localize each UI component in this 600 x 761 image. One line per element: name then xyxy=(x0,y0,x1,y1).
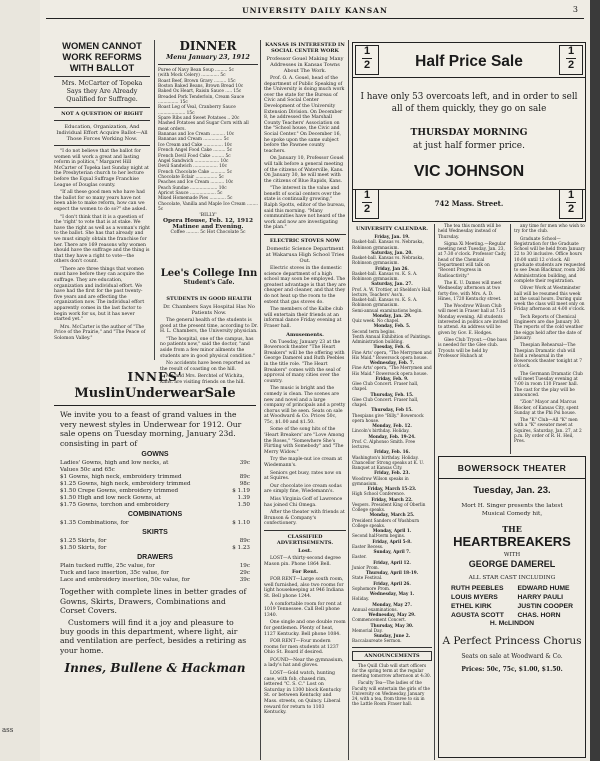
women-body-3: "I don't think that it is a question of the 'right' to vote that is at stake. We have the right as well as a woman's right to the ballot. She has that already and we must simply obtain the franchise for her. There are 169 reasons why women should have the suffrage and the thing is that they have a right to vote—the others don't count. xyxy=(54,214,150,265)
price-row-price: 89c xyxy=(239,538,250,545)
price-row xyxy=(60,495,250,502)
price-row-item: $1.25 Gowns, high neck, embroidery trimmed xyxy=(60,481,191,488)
calendar-entry: Sunday, June 2. xyxy=(373,633,411,638)
calendar-entry: Second half-term begins. xyxy=(352,533,406,539)
bowersock-chorus: A Perfect Princess Chorus xyxy=(442,635,582,647)
note-2-4: Tech Reports of Chemical Engineers are due January 30. The reports of the cold weather the eiggs held after the date of January. xyxy=(514,314,584,341)
price-row xyxy=(60,502,250,509)
fraction-den: 2 xyxy=(363,203,371,215)
masthead-title: UNIVERSITY DAILY KANSAN xyxy=(242,6,388,15)
gutter-text: ass xyxy=(2,726,14,734)
calendar-entry: Friday, Feb. 16. xyxy=(374,449,410,455)
students-body-2: "The hospital, one of the campus, has no patients now," said the doctor, "and aside from a few minor ailments the students are in good physical condition." xyxy=(160,336,256,359)
note-2-3: Oliver Work at Westminster hall will be resumed this week at the usual hours. During quiz week the class will meet only on Friday afternoon at 4:00 o'clock. xyxy=(514,286,586,313)
bowersock-mclindon: H. McLINDON xyxy=(489,620,535,627)
announcements-title: ANNOUNCEMENTS xyxy=(352,651,432,661)
fraction-num: 1 xyxy=(363,45,371,57)
price-row-item: Ladies' Gowns, high and low necks, at xyxy=(60,460,169,467)
stoves-headline: ELECTRIC STOVES NOW xyxy=(269,238,341,245)
cast-member: EDWARD HUME xyxy=(517,585,570,592)
price-row xyxy=(60,570,250,577)
cast-member: HARRY PAULI xyxy=(517,594,564,601)
notes-column-2 xyxy=(514,224,586,454)
calendar-entry: Fine Arts' opera, "The Merrymen and His Maid." Bowersock opera house. xyxy=(352,349,432,360)
price-row-price: 98c xyxy=(239,481,250,488)
calendar-entry: Commencement Concert. xyxy=(352,617,407,623)
classified-headline: CLASSIFIED ADVERTISEMENTS. xyxy=(276,533,334,546)
half-price-line-1: I have only 53 overcoats left, and in order to sell all of them quickly, they go on sale xyxy=(360,92,578,114)
kansas-deck: Professor Gouel Making Many Addresses in Kansas Towns About The Work. xyxy=(266,56,344,74)
calendar-entry: Monday, Feb. 19-24. xyxy=(368,433,416,439)
half-price-title: Half Price Sale xyxy=(415,53,523,70)
calendar-entry: Sunday, April 7. xyxy=(373,549,411,554)
calendar-entry: High School Conference. xyxy=(352,491,406,497)
innes-gowns-title: GOWNS xyxy=(141,451,169,459)
stoves-body-2: The members of the Kalbe club will entertain their friends at an informal dance Friday evening at Fraser hall. xyxy=(264,307,343,329)
lost-headline: Lost. xyxy=(298,547,312,554)
price-row xyxy=(60,488,250,495)
dinner-menu-item: Breaded Pork Tenderloin, Cream Sauce ............... 15c xyxy=(158,94,245,106)
price-row-item: $1 Gowns, high neck, embroidery trimmed xyxy=(60,474,182,481)
bowersock-the: THE xyxy=(502,524,522,534)
bowersock-title: BOWERSOCK THEATER xyxy=(457,463,567,473)
half-price-address: 742 Mass. Street. xyxy=(434,199,504,208)
price-row-item: Values 50c and 65c xyxy=(60,467,115,474)
calendar-entry: Easter. xyxy=(352,554,367,560)
calendar-entry: Annual examinations. xyxy=(352,606,398,612)
bowersock-cast xyxy=(439,581,585,620)
lees-title: Lee's College Inn xyxy=(160,268,258,279)
dinner-menu-item: Bananas and Ice Cream .......... 10c xyxy=(158,132,235,138)
innes-outro-2: Customers will find it a joy and pleasure to buy goods in this department, where light, air and ventilation are perfect, besides a retiring as your home. xyxy=(60,617,247,655)
cast-member: RUTH PEEBLES xyxy=(451,585,504,592)
innes-signature: Innes, Bullene & Hackman xyxy=(64,661,246,676)
price-row-price: 29c xyxy=(239,570,250,577)
calendar-list xyxy=(352,234,432,644)
kansas-headline: KANSAS IS INTERESTED IN SOCIAL CENTER WORK xyxy=(265,42,345,54)
half-price-name: VIC JOHNSON xyxy=(413,163,525,180)
dinner-ad xyxy=(158,40,258,265)
calendar-entry: Friday, Jan 26. xyxy=(375,265,409,271)
calendar-entry: Monday, Feb. 5. xyxy=(373,323,411,329)
rent-ad-2: A comfortable room for rent at 1019 Tennessee. Call Bell phone 1340. xyxy=(264,601,342,618)
students-health-article xyxy=(160,294,258,385)
students-body-1: The general health of the students is good at the present time, according to Dr. H. L. Chambers, the University physician. xyxy=(160,318,258,335)
price-row-item: $1.50 Crepe Gowns, embroidery trimmed xyxy=(60,488,179,495)
calendar-entry: Vespers. President King of Oberlin College speaks. xyxy=(352,501,426,512)
rent-ad-4: FOR RENT—Four modern rooms for men students at 1237 Ohio St. Board if desired. xyxy=(264,639,339,656)
half-price-line-3: at just half former price. xyxy=(412,141,525,151)
women-body-1: "I do not believe that the ballot for women will work a great and lasting reform in politics," Margaret Hill McCarter of Topeka last Sunday night at the Presbyterian church to her lecture before the Equal Suffrage Franchise League of Douglas county. xyxy=(54,149,149,188)
half-corner-tl xyxy=(355,45,379,75)
bowersock-star: GEORGE DAMEREL xyxy=(468,559,556,569)
stoves-deck: Domestic Science Department at Wakarusa High School Tries Out. xyxy=(265,246,345,265)
dinner-date: Menu January 23, 1912 xyxy=(166,53,250,61)
kansas-body-1: Prof. O. A. Gouel, head of the department of Public Speaking of the University is doing much work over the state for the Bureau of Civic and Social Center Development of the University Extension Division. On December 8, he addressed the Marshall County Teachers' Association on the "School house, the Civic and Social Center." On December 16, he spoke upon the same subject before the Pawnee county teachers. xyxy=(264,76,345,154)
lees-ad xyxy=(160,268,258,286)
bowersock-prices: Prices: 50c, 75c, $1.00, $1.50. xyxy=(461,666,563,673)
price-row-item: $1.50 High and low neck Gowns, at xyxy=(60,495,161,502)
innes-skirts-title: SKIRTS xyxy=(142,529,168,537)
calendar-entry: Sophomore Prom. xyxy=(352,585,391,591)
innes-gowns-list xyxy=(60,460,250,509)
half-corner-tr xyxy=(559,45,583,75)
women-subhead: Mrs. McCarter of Topeka Says they Are Already Qualified for Suffrage. xyxy=(61,80,143,103)
fraction-num: 1 xyxy=(363,189,371,201)
note-2-1: any time for men who wish to try for the club. xyxy=(514,224,585,235)
bowersock-with: WITH xyxy=(503,552,521,558)
cast-member: ETHEL KIRK xyxy=(451,603,492,610)
cast-member: JUSTIN COOPER xyxy=(517,603,573,610)
dinner-billy: 'BILLY' xyxy=(199,213,217,219)
innes-outro-1: Together with complete lines in better grades of Gowns, Skirts, Drawers, Combinations and Corset Covers. xyxy=(60,587,247,616)
price-row xyxy=(60,520,250,527)
cast-member: LOUIS MYERS xyxy=(451,594,498,601)
calendar-entry: Thursday, Feb 15. xyxy=(371,407,413,413)
dinner-menu-item: Roast Beef, Brown Gravy ......... 15c xyxy=(158,78,236,84)
stoves-body-1: Electric stoves in the domestic science department of a high school may soon be employed. The greatest advantage is that they are cheaper and cleaner, and that they do not heat up the room to the extent that gas stoves do. xyxy=(264,266,346,305)
fraction-num: 1 xyxy=(567,189,575,201)
dinner-menu-item: Ice Cream and Cake .............. 10c xyxy=(158,142,233,148)
calendar-entry: Wednesday, May 29. xyxy=(368,612,416,617)
price-row-price: 39c xyxy=(239,577,250,584)
kansas-column xyxy=(264,40,346,760)
dinner-menu-item: Puree of Navy Bean Soup ......... 5c xyxy=(158,68,234,73)
dinner-menu-item: Chocolate, Vanilla and Maple Ice Cream ........ 5c xyxy=(158,201,258,212)
price-row xyxy=(60,467,250,474)
lost-ad: LOST—A thirty-second degree Mason pin. Phone 1864 Bell. xyxy=(264,555,341,567)
left-page-gutter xyxy=(0,0,40,761)
dinner-menu-item: Angel Sandwich .................. 10c xyxy=(158,158,229,164)
amusements-body-1: On Tuesday, January 23 at the Bowersock theater "The Heart Breakers" will be the offering with George Damerel and Ruth Peebles in the title role. "The Heart Breakers" comes with the seal of approval of many cities over the country. xyxy=(264,339,345,384)
women-headline: WOMEN CANNOT WORK REFORMS WITH BALLOT xyxy=(62,40,142,73)
calendar-entry: Monday, May 27. xyxy=(372,601,412,607)
kansas-note-2: Seniors get busy, rates now on at Squires. xyxy=(264,470,342,482)
dinner-title: DINNER xyxy=(179,39,237,53)
calendar-entry: Semi-annual examinations begin. xyxy=(352,307,423,313)
innes-brand: INNES' xyxy=(127,370,183,384)
dinner-menu-item: Bananas and Cream .............. 5c xyxy=(158,137,229,143)
calendar-entry: Lincoln's birthday. Holiday. xyxy=(352,428,410,434)
women-deck-1: NOT A QUESTION OF RIGHT xyxy=(61,111,143,117)
newspaper-page xyxy=(40,0,590,761)
cast-right-list xyxy=(517,584,573,620)
kansas-body-2: On January 10, Professor Gouel will talk before a general meeting of the citizens of Waterville, Kans. On January 30, he will meet with the citizens of Blue Rapids, Kans. xyxy=(264,156,344,184)
dinner-menu-item: Spare Ribs and Sweet Potatoes .. 20c xyxy=(158,116,240,122)
price-row xyxy=(60,577,250,584)
masthead-rule xyxy=(46,18,584,19)
price-row-price: 39c xyxy=(239,460,250,467)
calendar-entry: Tenth Annual Exhibition of Paintings. Administration building. xyxy=(352,333,432,344)
calendar-entry: Monday, April 1. xyxy=(372,528,412,533)
innes-skirts-list xyxy=(60,538,250,552)
calendar-entry: Saturday, Jan. 20. xyxy=(371,249,413,255)
column-divider xyxy=(348,40,349,760)
price-row xyxy=(60,460,250,467)
half-price-ad xyxy=(352,42,586,222)
dinner-opera-house: Opera House, Feb. 12, 1912 xyxy=(163,218,253,225)
bowersock-presents: Mort H. Singer presents the latest Musical Comedy hit, xyxy=(461,503,563,517)
note-2-6: The Germann Dramatic Club will meet Tuesday evening at 7:00 in room 110 Fraser hall. The cast for the play will be announced. xyxy=(514,371,583,398)
calendar-entry: President Sanders of Washburn College speaks. xyxy=(352,517,420,528)
price-row-item: Plain tucked ruffle, 25c value, for xyxy=(60,563,155,570)
amusements-body-3: Some of the song hits of the 'Heart Breakers' are "Love Among the Roses," "Somewhere She's Flirting with Somebody" and "The Merry Widow." xyxy=(264,427,345,455)
price-row-item: $1.35 Combinations, for xyxy=(60,520,129,527)
dinner-menu-item: Peaches and Ice Cream .......... 10c xyxy=(158,180,234,186)
amusements-headline: Amusements. xyxy=(286,331,324,338)
calendar-entry: Friday, Feb. 23. xyxy=(374,470,410,476)
innes-combo-title: COMBINATIONS xyxy=(127,511,183,519)
dinner-menu-item: Mixed Homemade Pies ............ 5c xyxy=(158,196,233,202)
innes-drawers-list xyxy=(60,563,250,584)
price-row-item: $1.50 Skirts, for xyxy=(60,545,107,552)
notes-column-1 xyxy=(438,224,508,454)
calendar-entry: Glee Club Concert. Fraser hall, chapel. xyxy=(352,396,419,407)
price-row-price: $ 1.23 xyxy=(232,545,250,552)
dinner-menu-item: Roast Leg of Veal, Cranberry Sauce .................... 15c xyxy=(158,105,236,116)
calendar-entry: Wednesday, Feb. 7. xyxy=(369,360,415,365)
bowersock-seats: Seats on sale at Woodward & Co. xyxy=(461,653,563,660)
rent-headline: For Rent. xyxy=(291,569,318,576)
calendar-entry: Holiday. xyxy=(352,596,370,602)
price-row-price: 1.50 xyxy=(237,502,250,509)
lost-ad-2: LOST—Gold watch, hunting case, with fob, chased rim, lettered "C. S. C." Lost on Saturday in 1300 block Kentucky St. or between Kentucky and Mass. streets, on Quincy. Liberal reward for return to 1103 Kentucky. xyxy=(264,671,342,716)
fraction-den: 2 xyxy=(567,59,575,71)
price-row-price: 19c xyxy=(239,563,250,570)
dinner-menu-list xyxy=(158,68,258,212)
note-1-1: The tea this month will be held Wednesday instead of Thursday. xyxy=(438,224,501,240)
kansas-note-3: Our chocolate ice cream sodas are simply fine, Wiedemann's. xyxy=(264,483,342,495)
price-row xyxy=(60,538,250,545)
dinner-menu-item: Mashed Potatoes and Sugar Corn with all meat orders. xyxy=(158,121,249,132)
dinner-menu-item: Devil Sandwich .................. 10c xyxy=(158,164,227,170)
found-ad: FOUND—Near the gymnasium, a lady's hat and gloves. xyxy=(264,657,344,669)
calendar-entry: Fine Arts' opera, "The Merrymen and His Maid." Bowersock opera house. xyxy=(352,365,432,376)
kansas-note-4: Miss Virginia Goff of Lawrence has joined Chi Omega. xyxy=(264,497,343,508)
note-1-4: The Woodrow Wilson Club will meet in Fraser hall at 7:15 Monday evening. All students interested in politics are invited to attend. An address will be given by Gov. E. Hodges. xyxy=(438,304,508,336)
price-row-price: $ 1.10 xyxy=(232,520,250,527)
students-headline: STUDENTS IN GOOD HEALTH xyxy=(166,296,252,302)
calendar-entry: Basket-ball. Kansas vs. K. S. A. Robinson gymnasium. xyxy=(352,270,418,281)
calendar-entry: Memorial Day. xyxy=(352,627,383,633)
price-row-item: $1.75 Gowns, torchon and embroidery xyxy=(60,502,170,509)
cast-left-list xyxy=(451,584,504,620)
rent-ad-3: One single and one double room for gentlemen. Plenty of heat, 1127 Kentucky. Bell phone 1084. xyxy=(264,620,346,637)
fraction-num: 1 xyxy=(567,45,575,57)
dinner-menu-item: Baked Ox Heart, Raisin Sauce ..... 15c xyxy=(158,89,242,95)
dinner-menu-item: French Angel Food Cake ......... 5c xyxy=(158,148,232,154)
calendar-entry: Prof. C. Alphonso Smith. Free lectures. xyxy=(352,438,416,449)
lees-subtitle: Student's Cafe. xyxy=(183,279,235,286)
price-row xyxy=(60,545,250,552)
calendar-entry: Monday, March 25. xyxy=(369,512,415,518)
price-row xyxy=(60,481,250,488)
price-row-price: $ 1.19 xyxy=(232,488,250,495)
calendar-entry: Thursday, April 18-19. xyxy=(365,570,419,575)
bowersock-date: Tuesday, Jan. 23. xyxy=(473,485,551,496)
calendar-entry: Friday, Jan. 19. xyxy=(374,234,410,239)
calendar-entry: Easter Recess. xyxy=(352,543,384,549)
dinner-menu-item: Peach Sundae .................... 10c xyxy=(158,185,227,191)
calendar-entry: Thespians give "Billy." Bowersock opera house. xyxy=(352,412,424,423)
calendar-entry: Friday, April 5-8. xyxy=(372,538,412,544)
calendar-entry: Friday, Feb. 9. xyxy=(375,375,409,381)
calendar-entry: Wednesday, May 1. xyxy=(369,591,415,596)
women-deck-2: Education, Organization, And Individual Effort Acquire Ballot—All Those Forces Working Now. xyxy=(56,124,148,142)
calendar-entry: Baccalaureate Sermon. xyxy=(352,638,402,644)
kansas-note-1: Try the maple-nut ice cream at Wiedemann's. xyxy=(264,457,343,469)
women-body-4: "There are three things that women must have before they can acquire the suffrage. They are education, organization and individual effort. We have had the first for the past twenty-five years and are effecting the organization now. The individual effort apparently comes in the last factor to begin work for us, but it has never started yet." xyxy=(54,266,145,323)
calendar-entry: Friday, March 15-23. xyxy=(367,486,417,491)
calendar-title: UNIVERSITY CALENDAR. xyxy=(356,226,428,232)
dinner-coffee: Coffee ......... 5c Hot Chocolate 5c xyxy=(170,230,246,236)
innes-drawers-title: DRAWERS xyxy=(137,554,173,562)
students-deck: Dr. Chambers Says Hospital Has No Patients Now. xyxy=(163,304,255,316)
rent-ad-1: FOR RENT—Large south room, well furnished, also two rooms for light housekeeping at 946 Indiana St. Bell phone 1244. xyxy=(264,577,344,599)
kansas-note-5: After the theater with friends at Brunson & Company's confectionery. xyxy=(264,510,345,527)
calendar-entry: Saturday, Jan. 27. xyxy=(371,281,413,287)
calendar-entry: Woodrow Wilson speaks in gymnasium. xyxy=(352,475,409,486)
calendar-entry: Glee Club Concert. Fraser hall, chapel. xyxy=(352,381,419,392)
column-divider xyxy=(510,224,511,454)
calendar-entry: Monday, Jan. 29. xyxy=(372,312,412,318)
calendar-entry: Prof. A. W. Trottier, at Sheldon's Hall, lecture, Teachers' Ass'n. xyxy=(352,286,432,297)
column-divider xyxy=(434,224,435,760)
price-row-item: Lace and embroidery insertion, 50c value, for xyxy=(60,577,190,584)
bowersock-ad xyxy=(438,456,586,758)
calendar-entry: Monday, Feb. 12. xyxy=(372,423,412,428)
calendar-entry: Quiz week. No chapel. xyxy=(352,318,400,323)
price-row-item: Tuck and lace insertion, 35c value, for xyxy=(60,570,169,577)
note-1-3: The K. U. Dames will meet Wednesday afternoon at two forty-five, with Mrs. A. D. Hines, 1720 Kentucky street. xyxy=(438,280,502,302)
page-number: 3 xyxy=(572,5,578,14)
cast-member: AGUSTA SCOTT xyxy=(451,612,504,619)
innes-title: MuslinUnderwearSale xyxy=(74,386,236,401)
innes-intro: We invite you to a feast of grand values in the very newest styles in Underwear for 1912. Our sale opens on Tuesday morning, January 23d. consisting in part of xyxy=(60,410,242,448)
calendar-entry: Washington's birthday. Holiday. Chancellor Strong speaks at K. U. Banquet at Kansas City. xyxy=(352,454,424,470)
calendar-entry: Thursday, May 30. xyxy=(370,622,414,628)
bowersock-show: HEARTBREAKERS xyxy=(453,534,571,549)
calendar-entry: Thursday, Feb. 15. xyxy=(370,391,414,397)
dinner-menu-item: Apricot Sauce ................... 5c xyxy=(158,190,223,196)
students-body-4: Mr. and Mrs. Berchtel of Wichita, Kans. are visiting friends on the hill. xyxy=(160,374,245,385)
announcement-1: The Quill Club will start officers for the spring term at the regular meeting tomorrow afternoon at 4:30. xyxy=(352,662,432,678)
column-divider xyxy=(154,40,155,360)
calendar-entry: Basket-ball. Kansas vs. Nebraska, Robinson gymnasium. xyxy=(352,255,424,266)
half-price-line-2: THURSDAY MORNING xyxy=(410,127,528,138)
note-2-7: "Zion" Mayor and Marcus Blocker, of Kansas City, spent Sunday at the Phi Psi house. xyxy=(514,400,579,416)
women-body-5: Mrs. McCarter is the author of "The Price of the Prairie," and "The Peace of Solomon Valley." xyxy=(54,324,146,341)
calendar-entry: Basket-ball. Kansas vs. K. S. A. Robinson gymnasium. xyxy=(352,297,418,308)
dinner-menu-item: Chocolate Eclair ................ 5c xyxy=(158,174,224,180)
calendar-entry: Basket-ball. Kansas vs. Nebraska, Robinson gymnasium. xyxy=(352,239,424,250)
fraction-den: 2 xyxy=(567,203,575,215)
calendar-column xyxy=(352,224,432,760)
women-body-2: "If all these good men who have had the ballot for so many years have not been able to make reform, how can we expect the women to do so?" she asked. xyxy=(54,190,147,212)
calendar-entry: Friday, April 12. xyxy=(373,559,411,565)
calendar-entry: Tuesday, Feb. 6. xyxy=(373,344,411,350)
innes-ad xyxy=(54,370,256,754)
bowersock-allstar: ALL STAR CAST INCLUDING xyxy=(468,575,556,581)
calendar-entry: Friday, March 22. xyxy=(371,496,413,502)
dinner-menu-item: French Chocolate Cake ........... 5c xyxy=(158,169,232,175)
kansas-body-3: "The interest in the value and benefit of social centers over the state is continually growing," Ralph Spotts, editor of the bureau, said this morning. "Many communities have not heard of the work and now are investigating the plan." xyxy=(264,186,346,231)
cast-member: CHAS. HORN xyxy=(517,612,561,619)
fraction-den: 2 xyxy=(363,59,371,71)
dinner-menu-item: (with Mock Celery) ............. 5c xyxy=(158,73,226,79)
note-1-5: Glee Club Tryout.—One bass is needed for the Glee club. Tryouts will be held by Professor Hubach at xyxy=(438,337,507,359)
innes-combo-list xyxy=(60,520,250,527)
note-1-2: Sigma Xi Meeting.—Regular meeting next Tuesday, Jan. 23, at 7:30 o'clock. Professor Cady, head of the Chemical Department will talk on "Recent Progress in Radioactivity." xyxy=(438,241,507,279)
calendar-entry: Junior Prom. xyxy=(352,564,379,570)
dinner-matinee: Matinee and Evening. xyxy=(172,224,244,231)
dinner-menu-item: Boston Baked Beans, Brown Bread 10c xyxy=(158,84,244,90)
calendar-entry: Second term begins. xyxy=(352,328,396,334)
price-row xyxy=(60,563,250,570)
price-row xyxy=(60,474,250,481)
price-row-price: 89c xyxy=(239,474,250,481)
calendar-entry: State Festival. xyxy=(352,575,383,581)
women-article xyxy=(54,40,150,356)
note-2-8: The "K" Club—All "K" men with a "K" sweater meet at Squires, Saturday, Jan. 27, at 2 p.m. By order of R. H. Heil, Pres. xyxy=(514,418,582,445)
announcement-2: Faculty Tea—The ladies of the Faculty will entertain the girls of the University on Wednesday, January 24, with a tea, from three to six in the Lattle Room Fraser hall. xyxy=(352,680,430,707)
price-row-price: 1.39 xyxy=(237,495,250,502)
note-2-5: Thespian Rehearsal—The Thespian Dramatic club will hold a rehearsal in the Bowersock theater tonight at 7 o'clock. xyxy=(514,343,582,370)
students-body-3: No accidents have been reported as the result of coasting on the hill. xyxy=(160,361,251,372)
column-divider xyxy=(260,40,261,760)
note-2-2: Graduate School—Registration for the Graduate School will be held from January 22 to 30 inclusive. Office hours 10:00 until 12 o'clock. All graduate students are requested to see Dean Blackmar, room 206 Administration building, and complete their registration. xyxy=(514,236,586,284)
calendar-entry: Friday, April 26. xyxy=(373,580,411,586)
dinner-menu-item: French Devil Food Cake ......... 5c xyxy=(158,153,231,159)
price-row-item: $1.25 Skirts, for xyxy=(60,538,107,545)
amusements-body-2: The music is bright and the comedy is clean. The scenes are new and novel and a large company of principals and a pretty chorus will be seen. Seats on sale at Woodward & Co. Prices 50c, 75c, $1.00 and $1.50. xyxy=(264,386,346,425)
